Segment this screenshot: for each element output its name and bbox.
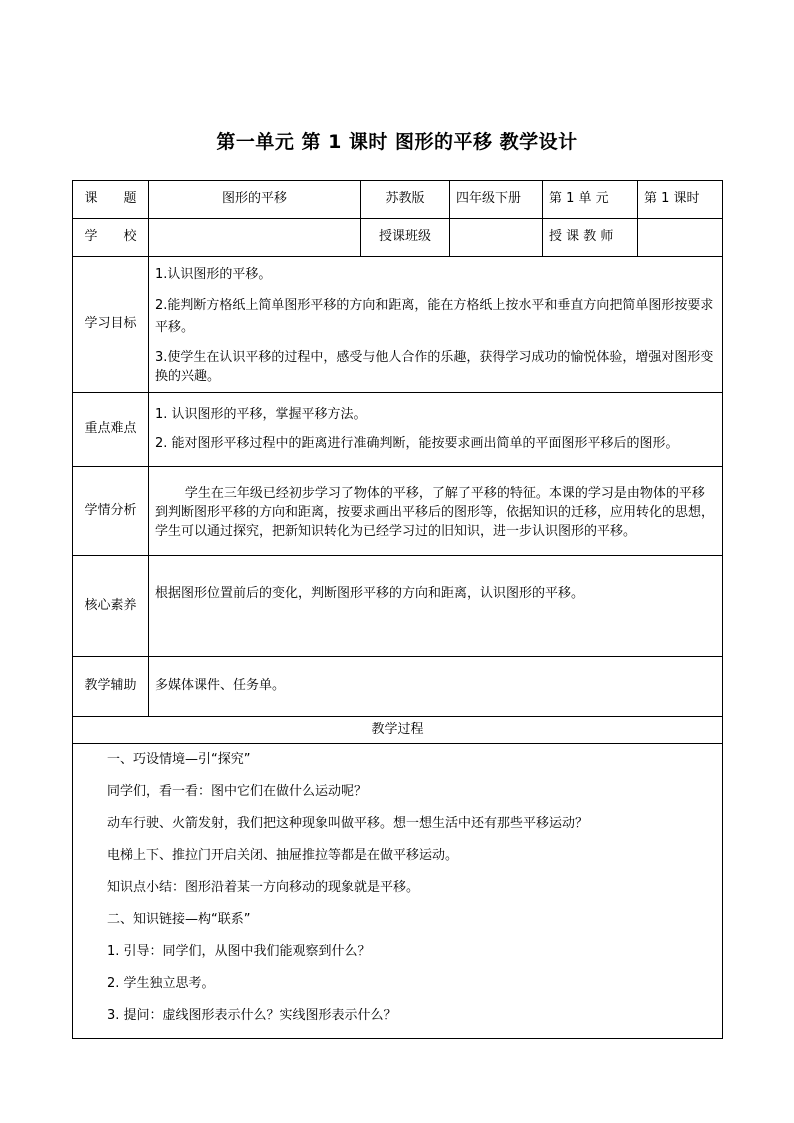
class-label: 授课班级 [361,219,450,257]
process-line: 二、知识链接—构“联系” [107,912,251,927]
publisher-cell: 苏教版 [361,181,450,219]
teacher-value [638,219,723,257]
process-line: 动车行驶、火箭发射，我们把这种现象叫做平移。想一想生活中还有那些平移运动？ [107,816,589,831]
goals-row [73,257,723,393]
topic-value: 图形的平移 [149,181,361,219]
document-title: 第一单元 第 1 课时 图形的平移 教学设计 [216,131,578,153]
process-line: 知识点小结：图形沿着某一方向移动的现象就是平移。 [107,880,420,895]
process-line: 2. 学生独立思考。 [107,976,215,991]
key-points-row [73,393,723,467]
lesson-plan-table [72,180,723,1039]
topic-label: 课 题 [73,181,149,219]
process-line: 3. 提问：虚线图形表示什么？实线图形表示什么？ [107,1008,397,1023]
teacher-label: 授 课 教 师 [543,219,638,257]
process-line: 一、巧设情境—引“探究” [107,752,251,767]
class-value [450,219,543,257]
header-row-school [73,219,723,257]
process-header-row [73,717,723,744]
core-row [73,556,723,657]
process-line: 电梯上下、推拉门开启关闭、抽屉推拉等都是在做平移运动。 [107,848,459,863]
analysis-content: 学生在三年级已经初步学习了物体的平移，了解了平移的特征。本课的学习是由物体的平移到判断图形平移的方向和距离，按要求画出平移后的图形等，依据知识的迁移，应用转化的思想，学生可以通过探究，把新知识转化为已经学习过的旧知识，进一步认识图形的平移。 [149,467,723,556]
school-label: 学 校 [73,219,149,257]
core-label: 核心素养 [73,556,149,657]
process-line: 1. 引导：同学们，从图中我们能观察到什么？ [107,944,371,959]
process-header: 教学过程 [73,717,723,744]
key-points-label: 重点难点 [73,393,149,467]
aids-content: 多媒体课件、任务单。 [149,657,723,717]
goal-item: 3.使学生在认识平移的过程中，感受与他人合作的乐趣，获得学习成功的愉悦体验，增强对图形变换的兴趣。 [155,349,714,384]
goal-item: 2.能判断方格纸上简单图形平移的方向和距离，能在方格纸上按水平和垂直方向把简单图形按要求平移。 [155,297,714,335]
key-points-content [149,393,723,467]
core-content: 根据图形位置前后的变化，判断图形平移的方向和距离，认识图形的平移。 [149,556,723,657]
aids-row [73,657,723,717]
header-row-topic [73,181,723,219]
process-content [73,744,723,1039]
school-value [149,219,361,257]
lesson-cell: 第 1 课时 [638,181,723,219]
key-point-item: 1. 认识图形的平移，掌握平移方法。 [155,407,367,423]
unit-cell: 第 1 单 元 [543,181,638,219]
aids-label: 教学辅助 [73,657,149,717]
process-row [73,744,723,1039]
grade-cell: 四年级下册 [450,181,543,219]
key-point-item: 2. 能对图形平移过程中的距离进行准确判断，能按要求画出简单的平面图形平移后的图形。 [155,435,679,451]
analysis-row [73,467,723,556]
goal-item: 1.认识图形的平移。 [155,266,272,282]
analysis-label: 学情分析 [73,467,149,556]
process-line: 同学们，看一看：图中它们在做什么运动呢？ [107,784,368,799]
goals-content [149,257,723,393]
goals-label: 学习目标 [73,257,149,393]
